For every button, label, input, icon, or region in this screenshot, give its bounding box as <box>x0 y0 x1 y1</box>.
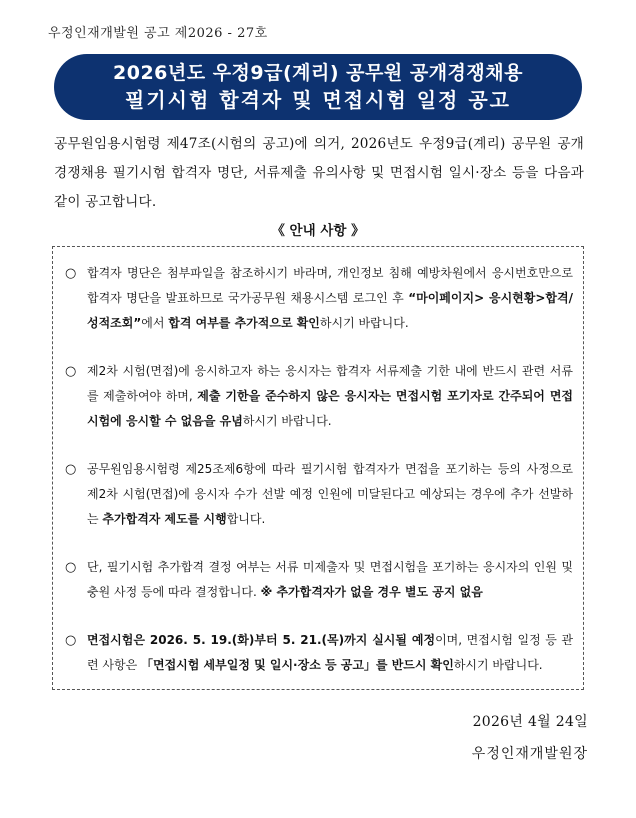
circle-bullet-icon: ○ <box>65 364 77 379</box>
notice-number: 우정인재개발원 공고 제2026 - 27호 <box>48 26 268 41</box>
circle-bullet-icon: ○ <box>65 266 77 281</box>
item-bold-text: 「면접시험 세부일정 및 일시·장소 등 공고」를 반드시 확인 <box>141 658 454 672</box>
guide-item-3 <box>65 457 573 532</box>
item-text: 단, 필기시험 추가합격 결정 여부는 서류 미제출자 및 면접시험을 포기하는 응시자의 인원 및 충원 사정 등에 따라 결정합니다. <box>87 560 573 599</box>
item-bold-text: ※ 추가합격자가 없을 경우 별도 공지 없음 <box>260 585 483 599</box>
item-text: 에서 <box>141 316 169 330</box>
item-bold-text: 추가합격자 제도를 시행 <box>102 512 227 526</box>
guide-heading: 《 안내 사항 》 <box>271 223 365 239</box>
title-line-2: 필기시험 합격자 및 면접시험 일정 공고 <box>125 88 511 112</box>
intro-paragraph: 공무원임용시험령 제47조(시험의 공고)에 의거, 2026년도 우정9급(계리) 공무원 공개경쟁채용 필기시험 합격자 명단, 서류제출 유의사항 및 면접시험 일시·장소 등을 다음과 같이 공고합니다. <box>54 136 584 210</box>
guide-item-4 <box>65 555 573 605</box>
item-text: 합격자 명단은 첨부파일을 참조하시기 바라며, 개인정보 침해 예방차원에서 응시번호만으로 합격자 명단을 발표하므로 국가공무원 채용시스템 로그인 후 <box>87 266 573 305</box>
circle-bullet-icon: ○ <box>65 633 77 648</box>
guide-box <box>52 246 584 690</box>
item-bold-text: 제출 기한을 준수하지 않은 응시자는 면접시험 포기자로 간주되어 면접시험에 응시할 수 없음을 유념 <box>87 389 574 428</box>
guide-item-1 <box>65 261 573 336</box>
item-text: 이며, 면접시험 일정 등 관련 사항은 <box>87 633 573 672</box>
circle-bullet-icon: ○ <box>65 560 77 575</box>
item-text: 하시기 바랍니다. <box>319 316 409 330</box>
title-line-1: 2026년도 우정9급(계리) 공무원 공개경쟁채용 <box>113 62 523 84</box>
item-text: 공무원임용시험령 제25조제6항에 따라 필기시험 합격자가 면접을 포기하는 등의 사정으로 제2차 시험(면접)에 응시자 수가 선발 예정 인원에 미달된다고 예상되는 경우에 추가 선발하는 <box>87 462 573 526</box>
notice-date: 2026년 4월 24일 <box>472 714 588 730</box>
guide-item-2 <box>65 359 573 434</box>
item-bold-text: “마이페이지> 응시현황>합격/성적조회” <box>87 291 573 330</box>
issuer-name: 우정인재개발원장 <box>471 746 588 762</box>
title-banner <box>54 54 582 120</box>
circle-bullet-icon: ○ <box>65 462 77 477</box>
item-text: 하시기 바랍니다. <box>242 414 332 428</box>
item-bold-text: 합격 여부를 추가적으로 확인 <box>168 316 320 330</box>
guide-item-5 <box>65 628 573 678</box>
item-text: 합니다. <box>226 512 266 526</box>
item-text: 제2차 시험(면접)에 응시하고자 하는 응시자는 합격자 서류제출 기한 내에 반드시 관련 서류를 제출하여야 하며, <box>87 364 573 403</box>
item-bold-text: 면접시험은 2026. 5. 19.(화)부터 5. 21.(목)까지 실시될 예정 <box>87 633 436 647</box>
item-text: 하시기 바랍니다. <box>453 658 543 672</box>
